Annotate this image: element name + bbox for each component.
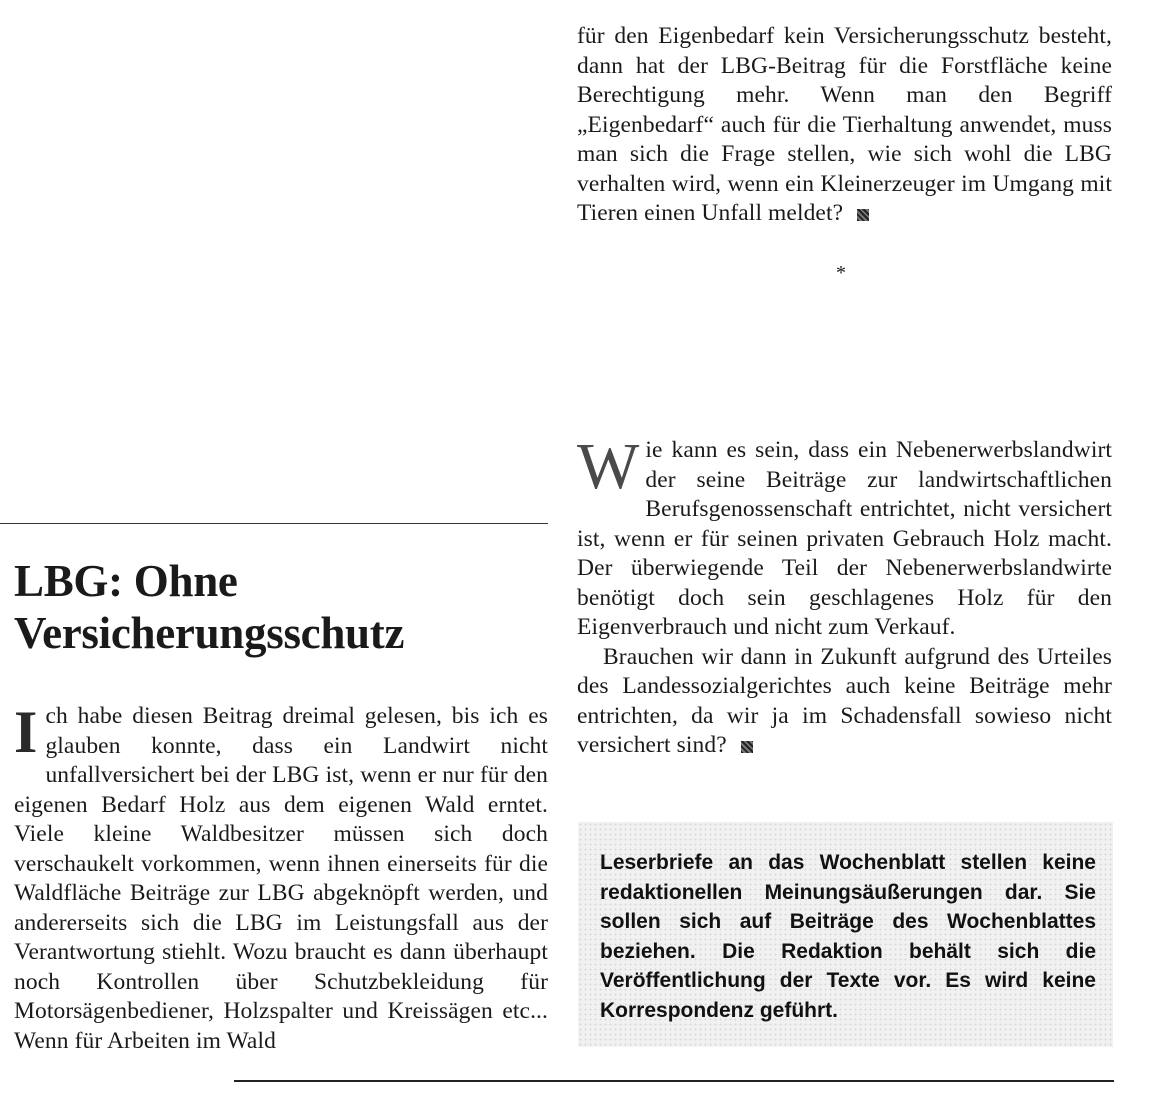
bottom-divider [234,1080,1114,1082]
drop-cap-w: W [577,430,640,503]
editorial-notice-box [578,822,1113,1047]
article-headline: LBG: Ohne Versicherungsschutz [14,556,405,658]
letter-continuation [577,22,1112,229]
section-divider [0,523,548,524]
end-of-article-mark-icon [857,209,869,221]
letter-paragraph-2: Brauchen wir dann in Zukunft aufgrund des Urteiles des Landessozialgerichtes auch keine Beiträge mehr entrichten, da wir ja im Schadensfall sowieso nicht versichert sind? [577,643,1112,758]
article-paragraph: Ich habe diesen Beitrag dreimal gelesen, bis ich es glauben konnte, dass ein Landwirt nicht unfallversichert bei der LBG ist, wenn er nur für den eigenen Bedarf Holz aus dem eigenen Wald erntet. Viele kleine Waldbesitzer müssen sich doch verschaukelt vorkommen, wenn ihnen einerseits für die Waldfläche Beiträge zur LBG abgeknöpft werden, und andererseits sich die LBG im Leistungsfall aus der Verantwortung stiehlt. Wozu braucht es dann überhaupt noch Kontrollen über Schutzbekleidung für Motorsägenbediener, Holzspalter und Kreissägen etc... Wenn für Arbeiten im Wald [14,699,548,1054]
article-body [14,699,548,1056]
letter-paragraph-1: Wie kann es sein, dass ein Nebenerwerbslandwirt der seine Beiträge zur landwirtschaftlichen Berufsgenossenschaft entrichtet, nicht versichert ist, wenn er für seinen privaten Gebrauch Holz macht. Der überwiegende Teil der Nebenerwerbslandwirte benötigt doch sein geschlagenes Holz für den Eigenverbrauch und nicht zum Verkauf. [577,430,1112,640]
letter-continuation-text: für den Eigenbedarf kein Versicherungsschutz besteht, dann hat der LBG-Beitrag für die Forstfläche keine Berechtigung mehr. Wenn man den Begriff „Eigenbedarf“ auch für die Tierhaltung anwendet, muss man sich die Frage stellen, wie sich wohl die LBG verhalten wird, wenn ein Kleinerzeuger im Umgang mit Tieren einen Unfall meldet? [577,23,1112,226]
separator-asterisk: * [836,262,846,284]
drop-cap-i: I [14,699,38,765]
letter-nebenerwerb [577,430,1112,761]
end-of-article-mark-icon [741,741,753,753]
editorial-notice-text: Leserbriefe an das Wochenblatt stellen keine redaktionellen Meinungsäußerungen dar. Sie sollen sich auf Beiträge des Wochenblattes beziehen. Die Redaktion behält sich die Veröffentlichung der Texte vor. Es wird keine Korrespondenz geführt. [600,851,1096,1022]
